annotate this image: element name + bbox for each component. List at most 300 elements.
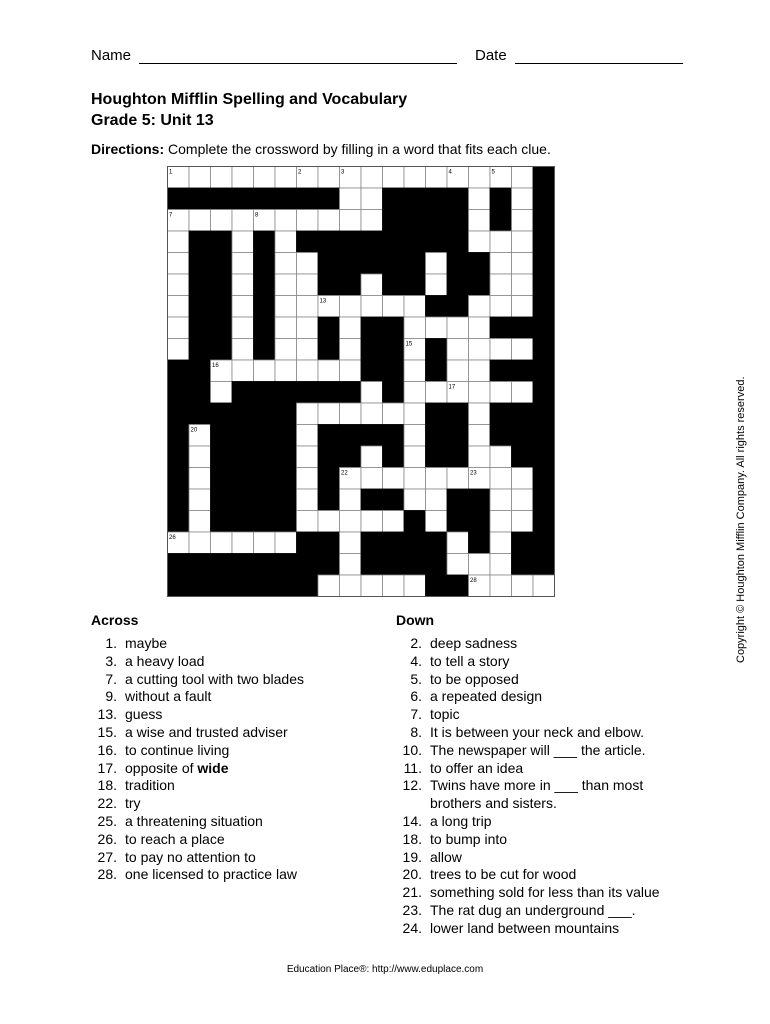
clue-text-content: tradition bbox=[125, 777, 175, 794]
crossword-cell[interactable] bbox=[297, 317, 319, 339]
crossword-cell[interactable] bbox=[512, 296, 534, 318]
clue-emphasis: wide bbox=[197, 759, 229, 776]
crossword-block bbox=[426, 575, 448, 597]
crossword-cell[interactable] bbox=[168, 274, 190, 296]
date-field[interactable] bbox=[475, 47, 683, 64]
crossword-cell[interactable] bbox=[232, 532, 254, 554]
crossword-cell[interactable] bbox=[404, 296, 426, 318]
crossword-cell[interactable] bbox=[340, 317, 362, 339]
clue-number: 4. bbox=[410, 652, 422, 669]
crossword-block bbox=[254, 489, 276, 511]
clue-text-content: one licensed to practice law bbox=[125, 866, 297, 883]
crossword-block bbox=[404, 532, 426, 554]
crossword-block bbox=[383, 446, 405, 468]
crossword-cell[interactable] bbox=[318, 167, 340, 189]
crossword-cell[interactable] bbox=[232, 317, 254, 339]
crossword-cell[interactable] bbox=[512, 210, 534, 232]
crossword-cell[interactable] bbox=[232, 167, 254, 189]
clue-text-content: a cutting tool with two blades bbox=[125, 670, 304, 687]
crossword-block bbox=[469, 489, 491, 511]
crossword-cell[interactable] bbox=[361, 511, 383, 533]
crossword-block bbox=[211, 296, 233, 318]
crossword-block bbox=[211, 188, 233, 210]
crossword-block bbox=[168, 403, 190, 425]
crossword-cell[interactable] bbox=[490, 532, 512, 554]
crossword-cell[interactable] bbox=[254, 532, 276, 554]
crossword-cell[interactable] bbox=[512, 489, 534, 511]
name-field[interactable] bbox=[91, 47, 457, 64]
crossword-cell[interactable] bbox=[490, 253, 512, 275]
crossword-cell[interactable] bbox=[490, 296, 512, 318]
crossword-cell[interactable] bbox=[232, 210, 254, 232]
clue-item bbox=[396, 849, 690, 867]
crossword-cell[interactable] bbox=[168, 296, 190, 318]
clue-item bbox=[396, 635, 690, 653]
crossword-block bbox=[383, 382, 405, 404]
crossword-block bbox=[297, 231, 319, 253]
crossword-cell[interactable] bbox=[254, 360, 276, 382]
crossword-block bbox=[533, 532, 555, 554]
crossword-block bbox=[533, 382, 555, 404]
crossword-block bbox=[361, 425, 383, 447]
crossword-cell[interactable] bbox=[297, 274, 319, 296]
crossword-block bbox=[361, 532, 383, 554]
crossword-cell[interactable] bbox=[361, 296, 383, 318]
clue-number: 11. bbox=[403, 759, 422, 776]
clue-number: 15. bbox=[97, 723, 117, 740]
crossword-block bbox=[447, 296, 469, 318]
clue-text-content: The rat dug an underground ___. bbox=[430, 901, 636, 918]
clue-text-content: a wise and trusted adviser bbox=[125, 723, 288, 740]
crossword-block bbox=[469, 274, 491, 296]
crossword-cell[interactable] bbox=[361, 274, 383, 296]
crossword-block bbox=[189, 188, 211, 210]
crossword-block bbox=[533, 489, 555, 511]
crossword-cell[interactable] bbox=[404, 360, 426, 382]
crossword-cell[interactable] bbox=[340, 403, 362, 425]
clue-number-label: 3 bbox=[341, 169, 345, 176]
crossword-cell[interactable] bbox=[469, 446, 491, 468]
crossword-cell[interactable] bbox=[469, 317, 491, 339]
name-line[interactable] bbox=[139, 49, 457, 64]
crossword-cell[interactable] bbox=[340, 575, 362, 597]
crossword-cell[interactable] bbox=[404, 425, 426, 447]
crossword-block bbox=[490, 188, 512, 210]
crossword-cell[interactable] bbox=[512, 339, 534, 361]
clue-item bbox=[396, 688, 690, 706]
crossword-cell[interactable] bbox=[168, 317, 190, 339]
crossword-block bbox=[254, 468, 276, 490]
clue-number-label: 15 bbox=[405, 341, 413, 348]
crossword-block bbox=[469, 532, 491, 554]
crossword-cell[interactable] bbox=[275, 360, 297, 382]
crossword-block bbox=[512, 532, 534, 554]
crossword-block bbox=[533, 511, 555, 533]
clue-number: 27. bbox=[97, 848, 117, 865]
crossword-cell[interactable] bbox=[469, 403, 491, 425]
clue-text bbox=[117, 849, 385, 867]
crossword-cell[interactable] bbox=[189, 210, 211, 232]
crossword-cell[interactable] bbox=[275, 167, 297, 189]
crossword-block bbox=[189, 360, 211, 382]
crossword-cell[interactable] bbox=[361, 188, 383, 210]
crossword-block bbox=[383, 188, 405, 210]
clue-text bbox=[422, 920, 690, 938]
crossword-block bbox=[297, 554, 319, 576]
crossword-block bbox=[512, 403, 534, 425]
crossword-block bbox=[533, 274, 555, 296]
crossword-cell[interactable] bbox=[361, 468, 383, 490]
crossword-cell[interactable] bbox=[318, 575, 340, 597]
crossword-cell[interactable] bbox=[447, 339, 469, 361]
crossword-cell[interactable] bbox=[512, 253, 534, 275]
crossword-block bbox=[533, 403, 555, 425]
crossword-block bbox=[361, 554, 383, 576]
crossword-cell[interactable] bbox=[447, 554, 469, 576]
crossword-cell[interactable] bbox=[383, 296, 405, 318]
crossword-cell[interactable] bbox=[469, 382, 491, 404]
crossword-cell[interactable] bbox=[361, 167, 383, 189]
crossword-cell[interactable] bbox=[189, 446, 211, 468]
clue-text-content: deep sadness bbox=[430, 635, 518, 651]
crossword-block bbox=[189, 317, 211, 339]
crossword-block bbox=[318, 339, 340, 361]
crossword-block bbox=[318, 317, 340, 339]
crossword-cell[interactable] bbox=[361, 403, 383, 425]
crossword-cell[interactable] bbox=[340, 511, 362, 533]
crossword-cell[interactable] bbox=[469, 339, 491, 361]
crossword-cell[interactable] bbox=[168, 253, 190, 275]
crossword-cell[interactable] bbox=[275, 532, 297, 554]
directions-text: Complete the crossword by filling in a word that fits each clue. bbox=[164, 141, 551, 157]
crossword-grid[interactable] bbox=[167, 166, 598, 597]
crossword-block bbox=[469, 511, 491, 533]
clue-number: 3. bbox=[105, 652, 117, 669]
crossword-cell[interactable] bbox=[168, 339, 190, 361]
crossword-cell[interactable] bbox=[361, 446, 383, 468]
crossword-block bbox=[254, 425, 276, 447]
crossword-cell[interactable] bbox=[426, 511, 448, 533]
crossword-block bbox=[232, 425, 254, 447]
crossword-cell[interactable] bbox=[490, 511, 512, 533]
crossword-cell[interactable] bbox=[275, 296, 297, 318]
crossword-cell[interactable] bbox=[490, 575, 512, 597]
crossword-cell[interactable] bbox=[318, 360, 340, 382]
crossword-cell[interactable] bbox=[447, 532, 469, 554]
crossword-block bbox=[318, 489, 340, 511]
crossword-cell[interactable] bbox=[404, 382, 426, 404]
clue-item bbox=[91, 635, 385, 653]
crossword-cell[interactable] bbox=[340, 188, 362, 210]
crossword-block bbox=[189, 253, 211, 275]
crossword-cell[interactable] bbox=[426, 468, 448, 490]
crossword-cell[interactable] bbox=[512, 511, 534, 533]
crossword-block bbox=[318, 425, 340, 447]
crossword-cell[interactable] bbox=[426, 274, 448, 296]
clue-number: 22. bbox=[97, 795, 117, 812]
crossword-cell[interactable] bbox=[512, 188, 534, 210]
clue-number: 24. bbox=[402, 919, 422, 936]
crossword-cell[interactable] bbox=[232, 339, 254, 361]
clue-item bbox=[396, 671, 690, 689]
clue-text bbox=[117, 724, 385, 742]
crossword-cell[interactable] bbox=[232, 274, 254, 296]
clue-item bbox=[91, 706, 385, 724]
crossword-cell[interactable] bbox=[426, 317, 448, 339]
copyright-notice: Copyright © Houghton Mifflin Company. All rights reserved. bbox=[735, 376, 747, 663]
date-line[interactable] bbox=[515, 49, 683, 64]
crossword-cell[interactable] bbox=[340, 296, 362, 318]
crossword-block bbox=[512, 317, 534, 339]
crossword-block bbox=[189, 382, 211, 404]
crossword-block bbox=[275, 188, 297, 210]
crossword-cell[interactable] bbox=[211, 210, 233, 232]
clue-number: 7. bbox=[105, 670, 117, 687]
crossword-block bbox=[254, 575, 276, 597]
clue-text-content: something sold for less than its value bbox=[430, 884, 660, 901]
crossword-cell[interactable] bbox=[447, 468, 469, 490]
clue-text-content: to continue living bbox=[125, 741, 230, 758]
crossword-block bbox=[447, 274, 469, 296]
crossword-cell[interactable] bbox=[340, 532, 362, 554]
crossword-cell[interactable] bbox=[297, 339, 319, 361]
crossword-cell[interactable] bbox=[404, 167, 426, 189]
crossword-cell[interactable] bbox=[318, 210, 340, 232]
clue-text-content: guess bbox=[125, 706, 163, 723]
crossword-cell[interactable] bbox=[490, 339, 512, 361]
clue-text bbox=[117, 706, 385, 724]
clue-number: 7. bbox=[410, 706, 422, 723]
crossword-cell[interactable] bbox=[404, 468, 426, 490]
crossword-cell[interactable] bbox=[404, 575, 426, 597]
crossword-block bbox=[512, 360, 534, 382]
crossword-block bbox=[168, 446, 190, 468]
crossword-cell[interactable] bbox=[383, 167, 405, 189]
clue-item bbox=[396, 706, 690, 724]
crossword-block bbox=[447, 511, 469, 533]
crossword-block bbox=[340, 231, 362, 253]
crossword-cell[interactable] bbox=[404, 403, 426, 425]
clue-number: 8. bbox=[410, 723, 422, 740]
crossword-cell[interactable] bbox=[340, 210, 362, 232]
crossword-block bbox=[168, 554, 190, 576]
crossword-cell[interactable] bbox=[490, 446, 512, 468]
crossword-block bbox=[254, 317, 276, 339]
crossword-block bbox=[254, 339, 276, 361]
crossword-cell[interactable] bbox=[232, 253, 254, 275]
crossword-block bbox=[383, 489, 405, 511]
clue-text bbox=[117, 742, 385, 760]
crossword-cell[interactable] bbox=[469, 360, 491, 382]
crossword-cell[interactable] bbox=[189, 167, 211, 189]
clue-text-content: Twins have more in ___ than most brothers and sisters. bbox=[430, 777, 644, 812]
crossword-block bbox=[254, 511, 276, 533]
clue-text bbox=[422, 742, 690, 760]
crossword-cell[interactable] bbox=[426, 253, 448, 275]
crossword-cell[interactable] bbox=[512, 575, 534, 597]
crossword-cell[interactable] bbox=[211, 167, 233, 189]
clue-item bbox=[396, 902, 690, 920]
clue-item bbox=[91, 813, 385, 831]
crossword-cell[interactable] bbox=[297, 360, 319, 382]
crossword-cell[interactable] bbox=[232, 296, 254, 318]
crossword-cell[interactable] bbox=[232, 360, 254, 382]
crossword-cell[interactable] bbox=[469, 554, 491, 576]
crossword-cell[interactable] bbox=[297, 253, 319, 275]
crossword-cell[interactable] bbox=[490, 489, 512, 511]
crossword-cell[interactable] bbox=[189, 468, 211, 490]
crossword-cell[interactable] bbox=[512, 231, 534, 253]
crossword-cell[interactable] bbox=[383, 511, 405, 533]
clue-item bbox=[396, 813, 690, 831]
clue-text bbox=[117, 760, 385, 778]
crossword-cell[interactable] bbox=[469, 188, 491, 210]
clue-text bbox=[117, 653, 385, 671]
crossword-block bbox=[533, 210, 555, 232]
name-label: Name bbox=[91, 47, 132, 64]
crossword-block bbox=[232, 468, 254, 490]
clue-number: 5. bbox=[410, 670, 422, 687]
crossword-cell[interactable] bbox=[297, 446, 319, 468]
crossword-cell[interactable] bbox=[211, 382, 233, 404]
crossword-cell[interactable] bbox=[469, 296, 491, 318]
crossword-block bbox=[275, 554, 297, 576]
crossword-cell[interactable] bbox=[275, 317, 297, 339]
crossword-block bbox=[340, 253, 362, 275]
crossword-cell[interactable] bbox=[297, 403, 319, 425]
crossword-cell[interactable] bbox=[275, 231, 297, 253]
crossword-cell[interactable] bbox=[361, 210, 383, 232]
crossword-cell[interactable] bbox=[447, 317, 469, 339]
crossword-cell[interactable] bbox=[340, 339, 362, 361]
crossword-cell[interactable] bbox=[361, 382, 383, 404]
crossword-cell[interactable] bbox=[533, 575, 555, 597]
crossword-cell[interactable] bbox=[490, 468, 512, 490]
crossword-cell[interactable] bbox=[512, 468, 534, 490]
crossword-cell[interactable] bbox=[447, 360, 469, 382]
crossword-cell[interactable] bbox=[297, 489, 319, 511]
clue-text-content: without a fault bbox=[125, 688, 212, 705]
crossword-cell[interactable] bbox=[297, 210, 319, 232]
crossword-block bbox=[426, 446, 448, 468]
crossword-cell[interactable] bbox=[383, 403, 405, 425]
clue-text-content: to bump into bbox=[430, 830, 508, 847]
crossword-block bbox=[168, 360, 190, 382]
crossword-cell[interactable] bbox=[469, 167, 491, 189]
crossword-block bbox=[211, 511, 233, 533]
crossword-block bbox=[533, 296, 555, 318]
crossword-cell[interactable] bbox=[383, 575, 405, 597]
crossword-cell[interactable] bbox=[404, 489, 426, 511]
crossword-cell[interactable] bbox=[361, 575, 383, 597]
crossword-block bbox=[189, 231, 211, 253]
clue-item bbox=[396, 884, 690, 902]
crossword-block bbox=[490, 425, 512, 447]
crossword-cell[interactable] bbox=[469, 425, 491, 447]
crossword-block bbox=[383, 210, 405, 232]
crossword-block bbox=[211, 446, 233, 468]
clue-number: 13. bbox=[97, 706, 117, 723]
crossword-cell[interactable] bbox=[469, 210, 491, 232]
crossword-block bbox=[512, 554, 534, 576]
crossword-cell[interactable] bbox=[189, 489, 211, 511]
clue-number: 6. bbox=[410, 688, 422, 705]
crossword-cell[interactable] bbox=[318, 511, 340, 533]
crossword-cell[interactable] bbox=[469, 231, 491, 253]
crossword-cell[interactable] bbox=[490, 554, 512, 576]
clue-item bbox=[91, 849, 385, 867]
crossword-cell[interactable] bbox=[340, 489, 362, 511]
crossword-block bbox=[318, 532, 340, 554]
clue-text-content: trees to be cut for wood bbox=[430, 866, 577, 883]
clue-item bbox=[396, 777, 690, 813]
clue-item bbox=[396, 920, 690, 938]
crossword-cell[interactable] bbox=[275, 210, 297, 232]
crossword-block bbox=[383, 360, 405, 382]
clue-text-content: try bbox=[125, 795, 141, 812]
crossword-cell[interactable] bbox=[512, 382, 534, 404]
crossword-block bbox=[533, 231, 555, 253]
crossword-cell[interactable] bbox=[426, 382, 448, 404]
crossword-block bbox=[361, 253, 383, 275]
crossword-block bbox=[189, 575, 211, 597]
crossword-cell[interactable] bbox=[318, 403, 340, 425]
crossword-cell[interactable] bbox=[211, 532, 233, 554]
crossword-block bbox=[189, 274, 211, 296]
crossword-cell[interactable] bbox=[404, 446, 426, 468]
clue-text-content: to offer an idea bbox=[430, 759, 524, 776]
crossword-cell[interactable] bbox=[512, 274, 534, 296]
crossword-block bbox=[254, 403, 276, 425]
crossword-cell[interactable] bbox=[297, 425, 319, 447]
crossword-cell[interactable] bbox=[490, 382, 512, 404]
crossword-cell[interactable] bbox=[168, 231, 190, 253]
crossword-cell[interactable] bbox=[512, 167, 534, 189]
crossword-cell[interactable] bbox=[383, 468, 405, 490]
crossword-cell[interactable] bbox=[297, 296, 319, 318]
down-list bbox=[396, 635, 690, 938]
crossword-block bbox=[383, 339, 405, 361]
crossword-cell[interactable] bbox=[426, 167, 448, 189]
crossword-cell[interactable] bbox=[340, 360, 362, 382]
clue-text bbox=[117, 635, 385, 653]
crossword-cell[interactable] bbox=[297, 468, 319, 490]
crossword-cell[interactable] bbox=[254, 167, 276, 189]
crossword-cell[interactable] bbox=[404, 317, 426, 339]
crossword-cell[interactable] bbox=[340, 554, 362, 576]
crossword-cell[interactable] bbox=[275, 339, 297, 361]
crossword-block bbox=[447, 210, 469, 232]
crossword-cell[interactable] bbox=[189, 532, 211, 554]
clue-text bbox=[422, 902, 690, 920]
crossword-cell[interactable] bbox=[426, 489, 448, 511]
crossword-cell[interactable] bbox=[275, 274, 297, 296]
crossword-cell[interactable] bbox=[490, 231, 512, 253]
crossword-cell[interactable] bbox=[232, 231, 254, 253]
crossword-block bbox=[318, 253, 340, 275]
crossword-cell[interactable] bbox=[189, 511, 211, 533]
crossword-block bbox=[254, 382, 276, 404]
clue-text bbox=[117, 866, 385, 884]
crossword-block bbox=[211, 317, 233, 339]
crossword-block bbox=[211, 489, 233, 511]
crossword-cell[interactable] bbox=[490, 274, 512, 296]
clue-number-label: 2 bbox=[298, 169, 302, 176]
clue-number: 28. bbox=[97, 866, 117, 883]
crossword-block bbox=[340, 446, 362, 468]
crossword-cell[interactable] bbox=[275, 253, 297, 275]
crossword-cell[interactable] bbox=[297, 511, 319, 533]
